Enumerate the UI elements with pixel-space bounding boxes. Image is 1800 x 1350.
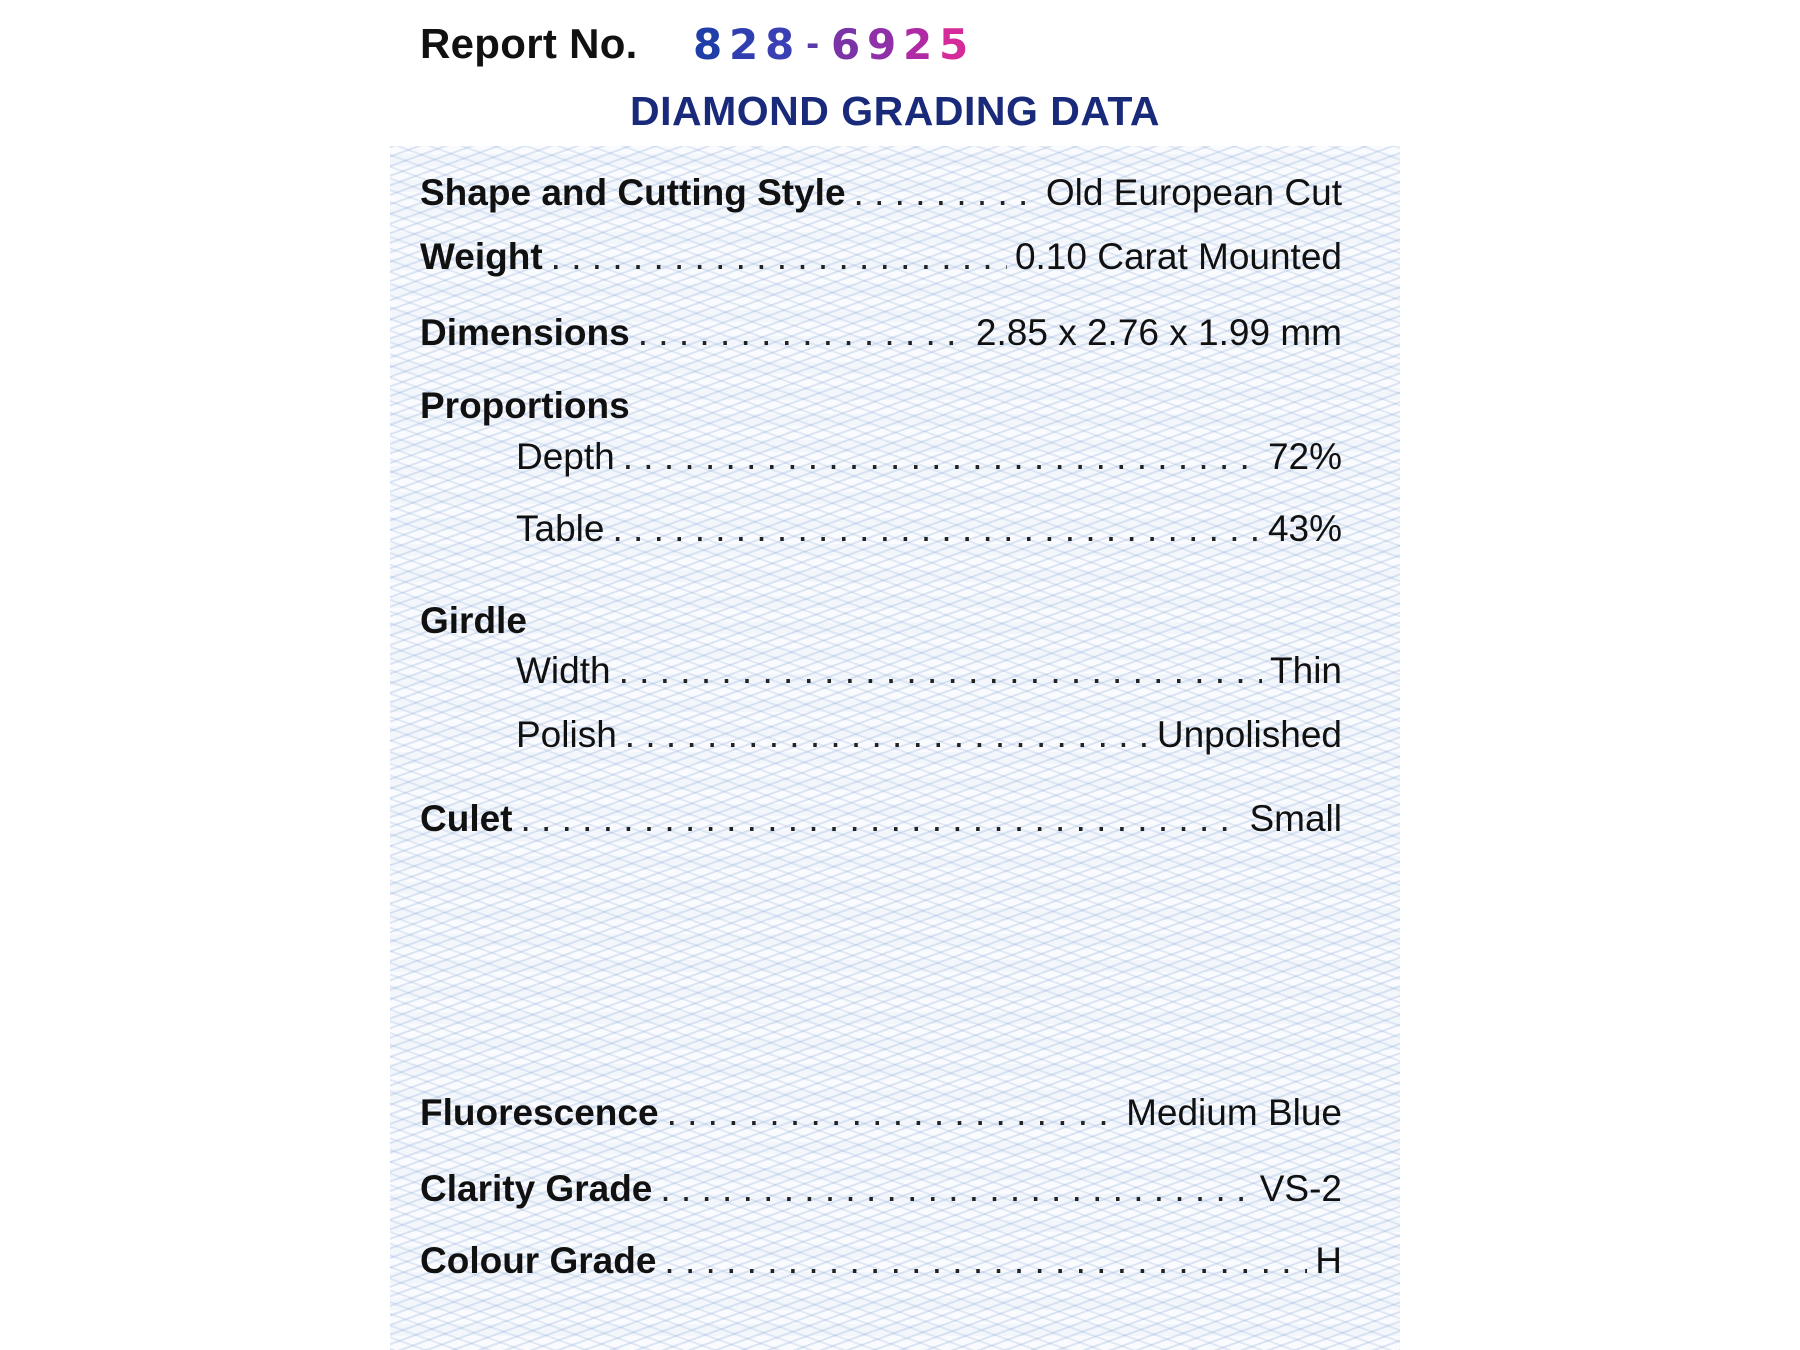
report-number-char: 2 (729, 19, 759, 69)
report-number-char: 8 (765, 19, 795, 69)
clarity-label: Clarity Grade (420, 1168, 653, 1209)
row-dimensions (420, 312, 1342, 354)
weight-value: 0.10 Carat Mounted (1014, 236, 1342, 277)
proportions-heading: Proportions (420, 385, 630, 426)
row-depth (420, 436, 1342, 478)
clarity-value: VS-2 (1259, 1168, 1342, 1209)
document-title: DIAMOND GRADING DATA (629, 88, 1161, 134)
dot-leader (854, 172, 1038, 214)
report-label: Report No. (420, 20, 638, 67)
dot-leader (625, 714, 1149, 756)
row-girdle-polish (420, 714, 1342, 756)
report-number (690, 20, 972, 69)
report-number-char: 5 (939, 19, 969, 69)
row-clarity-grade (420, 1168, 1342, 1210)
row-colour-grade (420, 1240, 1342, 1282)
girdle-polish-label: Polish (516, 714, 617, 755)
table-label: Table (516, 508, 605, 549)
row-culet (420, 798, 1342, 840)
dot-leader (660, 1168, 1251, 1210)
row-fluorescence (420, 1092, 1342, 1134)
colour-value: H (1315, 1240, 1342, 1281)
dimensions-label: Dimensions (420, 312, 630, 353)
dot-leader (619, 650, 1262, 692)
report-number-char: - (806, 25, 820, 63)
table-value: 43% (1267, 508, 1342, 549)
girdle-heading: Girdle (420, 600, 527, 641)
fluorescence-label: Fluorescence (420, 1092, 659, 1133)
report-number-char: 9 (867, 19, 897, 69)
row-weight (420, 236, 1342, 278)
culet-value: Small (1249, 798, 1342, 839)
girdle-polish-value: Unpolished (1156, 714, 1342, 755)
colour-label: Colour Grade (420, 1240, 657, 1281)
shape-value: Old European Cut (1045, 172, 1342, 213)
report-number-char: 6 (831, 19, 861, 69)
dot-leader (612, 508, 1259, 550)
dot-leader (551, 236, 1007, 278)
report-header (420, 16, 972, 72)
dot-leader (667, 1092, 1119, 1134)
depth-value: 72% (1267, 436, 1342, 477)
report-number-char: 2 (903, 19, 933, 69)
report-number-char: 8 (693, 19, 723, 69)
row-girdle-width (420, 650, 1342, 692)
weight-label: Weight (420, 236, 543, 277)
shape-label: Shape and Cutting Style (420, 172, 846, 213)
depth-label: Depth (516, 436, 615, 477)
row-shape-cutting-style (420, 172, 1342, 214)
dot-leader (521, 798, 1242, 840)
girdle-width-label: Width (516, 650, 611, 691)
dimensions-value: 2.85 x 2.76 x 1.99 mm (975, 312, 1342, 353)
dot-leader (623, 436, 1260, 478)
culet-label: Culet (420, 798, 513, 839)
dot-leader (638, 312, 968, 354)
fluorescence-value: Medium Blue (1126, 1092, 1342, 1133)
dot-leader (664, 1240, 1307, 1282)
row-table (420, 508, 1342, 550)
girdle-width-value: Thin (1270, 650, 1342, 691)
